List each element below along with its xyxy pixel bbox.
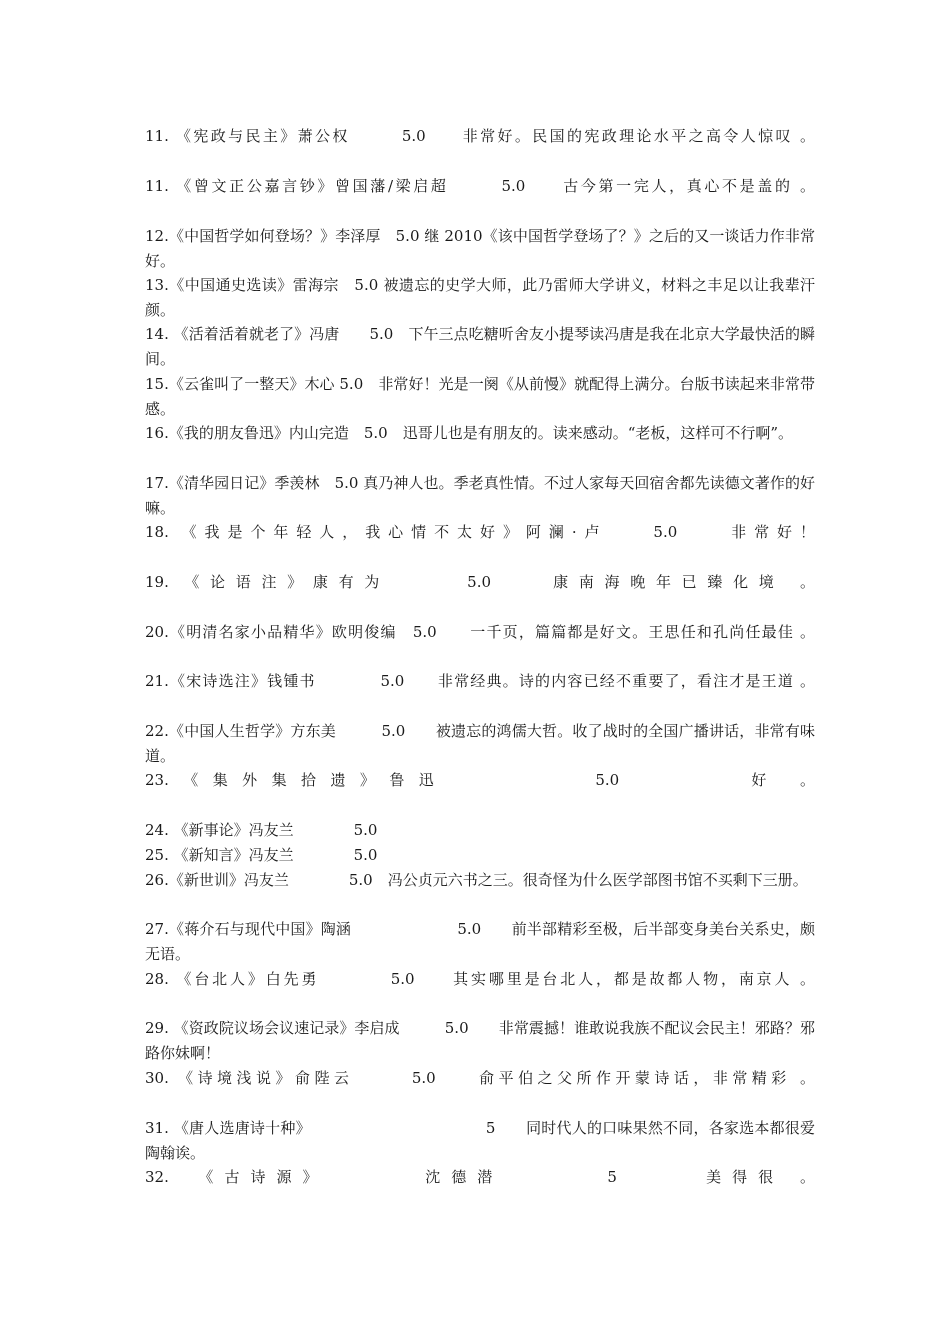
list-item: 32. 《古诗源》 沈德潜 5 美得很 。 (145, 1168, 815, 1186)
list-item: 26.《新世训》冯友兰 5.0 冯公贞元六书之三。很奇怪为什么医学部图书馆不买剩下三册。 (145, 871, 808, 889)
list-item: 22.《中国人生哲学》方东美 5.0 被遗忘的鸿儒大哲。收了战时的全国广播讲话，非常有味道。 (145, 722, 815, 765)
list-item: 25. 《新知言》冯友兰 5.0 (145, 846, 378, 864)
list-item: 12.《中国哲学如何登场？》李泽厚 5.0 继 2010《该中国哲学登场了？》之后的又一谈话力作非常好。 (145, 227, 815, 270)
list-item: 28. 《台北人》白先勇 5.0 其实哪里是台北人，都是故都人物，南京人 。 (145, 970, 815, 988)
list-item: 31. 《唐人选唐诗十种》 5 同时代人的口味果然不同，各家选本都很爱陶翰诶。 (145, 1119, 815, 1162)
list-item: 23.《集外集拾遗》鲁迅 5.0 好 。 (145, 771, 815, 789)
list-item: 21.《宋诗选注》钱锺书 5.0 非常经典。诗的内容已经不重要了，看注才是王道 。 (145, 672, 815, 690)
list-item: 30. 《诗境浅说》俞陛云 5.0 俞平伯之父所作开蒙诗话，非常精彩 。 (145, 1069, 815, 1087)
list-item: 17.《清华园日记》季羡林 5.0 真乃神人也。季老真性情。不过人家每天回宿舍都先读德文著作的好嘛。 (145, 474, 815, 517)
list-item: 16.《我的朋友鲁迅》内山完造 5.0 迅哥儿也是有朋友的。读来感动。“老板，这样可不行啊”。 (145, 424, 794, 442)
list-item: 19. 《论语注》康有为 5.0 康南海晚年已臻化境 。 (145, 573, 815, 591)
list-item: 24. 《新事论》冯友兰 5.0 (145, 821, 378, 839)
list-item: 11. 《曾文正公嘉言钞》曾国藩/梁启超 5.0 古今第一完人，真心不是盖的 。 (145, 177, 815, 195)
list-item: 27.《蒋介石与现代中国》陶涵 5.0 前半部精彩至极，后半部变身美台关系史，颇无语。 (145, 920, 815, 963)
list-item: 11. 《宪政与民主》萧公权 5.0 非常好。民国的宪政理论水平之高令人惊叹 。 (145, 127, 815, 145)
list-item: 18. 《我是个年轻人，我心情不太好》阿澜·卢 5.0 非常好！ (145, 523, 815, 541)
list-item: 14. 《活着活着就老了》冯唐 5.0 下午三点吃糖听舍友小提琴读冯唐是我在北京大学最快活的瞬间。 (145, 325, 815, 368)
list-item: 29. 《资政院议场会议速记录》李启成 5.0 非常震撼！谁敢说我族不配议会民主！邪路？邪路你妹啊！ (145, 1019, 815, 1062)
list-item: 20.《明清名家小品精华》欧明俊编 5.0 一千页，篇篇都是好文。王思任和孔尚任最佳 。 (145, 623, 815, 641)
list-item: 15.《云雀叫了一整天》木心 5.0 非常好！光是一阕《从前慢》就配得上满分。台版书读起来非常带感。 (145, 375, 815, 418)
list-item: 13.《中国通史选读》雷海宗 5.0 被遗忘的史学大师，此乃雷师大学讲义，材料之丰足以让我辈汗颜。 (145, 276, 815, 319)
